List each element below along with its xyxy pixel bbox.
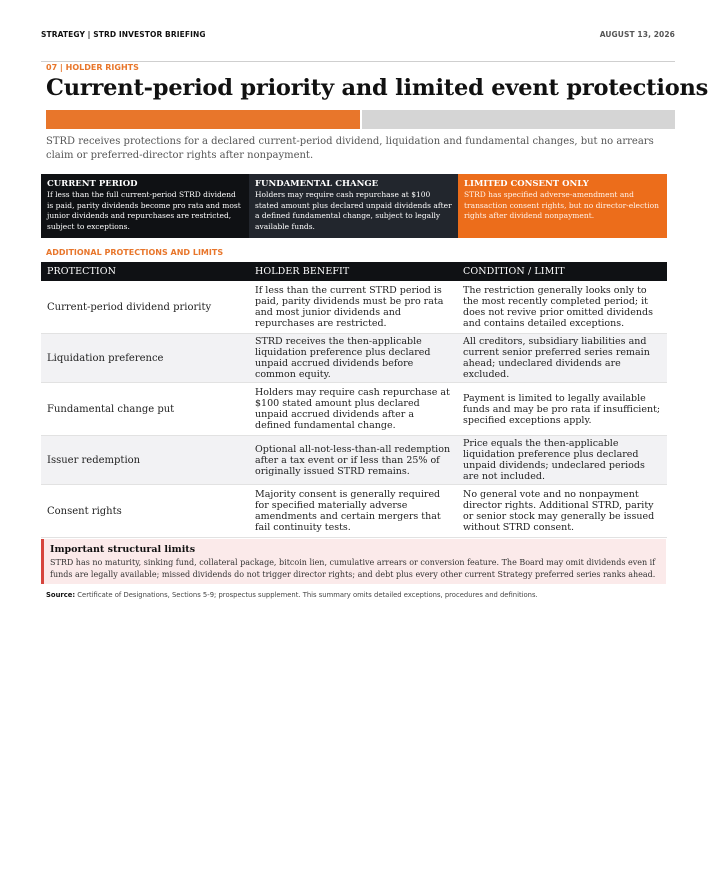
summary-cards bbox=[41, 174, 667, 238]
callout-body: STRD has no maturity, sinking fund, collateral package, bitcoin lien, cumulative arrears or conversion feature. The Board may omit dividends even if funds are legally available; missed dividends do not trigger director rights; and debt plus every other current Strategy preferred series ranks ahead. bbox=[50, 558, 656, 579]
card-current-period bbox=[41, 174, 249, 238]
structural-limits-callout bbox=[41, 539, 666, 584]
source-label: Source: bbox=[46, 591, 76, 599]
cell-protection: Fundamental change put bbox=[41, 383, 249, 436]
header-date: AUGUST 13, 2026 bbox=[599, 30, 675, 39]
section-label: 07 | HOLDER RIGHTS bbox=[46, 63, 139, 72]
card-limited-consent bbox=[458, 174, 667, 238]
page-title: Current-period priority and limited event protections bbox=[46, 75, 709, 101]
table-row bbox=[41, 436, 667, 485]
card-heading: FUNDAMENTAL CHANGE bbox=[255, 179, 379, 189]
cell-condition: All creditors, subsidiary liabilities and current senior preferred series remain ahead; undeclared dividends are excluded. bbox=[457, 334, 667, 383]
cell-condition: Payment is limited to legally available funds and may be pro rata if insufficient; specified exceptions apply. bbox=[457, 383, 667, 436]
card-body: STRD has specified adverse-amendment and transaction consent rights, but no director-election rights after dividend nonpayment. bbox=[464, 190, 659, 220]
card-heading: LIMITED CONSENT ONLY bbox=[464, 179, 589, 189]
table-header-row bbox=[41, 262, 667, 281]
cell-protection: Consent rights bbox=[41, 485, 249, 538]
cell-condition: Price equals the then-applicable liquidation preference plus declared unpaid dividends; undeclared periods are not included. bbox=[457, 436, 667, 485]
accent-bar bbox=[46, 110, 675, 129]
protections-table bbox=[41, 262, 667, 538]
table-row bbox=[41, 485, 667, 538]
cell-benefit: Majority consent is generally required for specified materially adverse amendments and certain mergers that fail continuity tests. bbox=[249, 485, 457, 538]
header-bar bbox=[41, 30, 675, 44]
cell-protection: Liquidation preference bbox=[41, 334, 249, 383]
callout-heading: Important structural limits bbox=[50, 544, 196, 555]
card-heading: CURRENT PERIOD bbox=[47, 179, 138, 189]
cell-condition: No general vote and no nonpayment director rights. Additional STRD, parity or senior stock may generally be issued without STRD consent. bbox=[457, 485, 667, 538]
cell-protection: Issuer redemption bbox=[41, 436, 249, 485]
accent-bar-gray bbox=[362, 110, 675, 129]
card-fundamental-change bbox=[249, 174, 458, 238]
column-header-protection: PROTECTION bbox=[41, 262, 249, 281]
cell-protection: Current-period dividend priority bbox=[41, 281, 249, 334]
column-header-benefit: HOLDER BENEFIT bbox=[249, 262, 457, 281]
cell-condition: The restriction generally looks only to the most recently completed period; it does not revive prior omitted dividends and contains detailed exceptions. bbox=[457, 281, 667, 334]
table-section-label: ADDITIONAL PROTECTIONS AND LIMITS bbox=[46, 248, 224, 257]
cell-benefit: If less than the current STRD period is paid, parity dividends must be pro rata and most junior dividends and repurchases are restricted. bbox=[249, 281, 457, 334]
accent-bar-orange bbox=[46, 110, 360, 129]
table-row bbox=[41, 281, 667, 334]
cell-benefit: STRD receives the then-applicable liquidation preference plus declared unpaid accrued dividends before common equity. bbox=[249, 334, 457, 383]
intro-text: STRD receives protections for a declared current-period dividend, liquidation and fundamental changes, but no arrears claim or preferred-director rights after nonpayment. bbox=[46, 136, 654, 161]
table-row bbox=[41, 383, 667, 436]
source-note bbox=[46, 591, 671, 599]
header-divider bbox=[41, 61, 675, 62]
header-title: STRATEGY | STRD INVESTOR BRIEFING bbox=[41, 30, 206, 39]
column-header-condition: CONDITION / LIMIT bbox=[457, 262, 667, 281]
table-row bbox=[41, 334, 667, 383]
source-text: Certificate of Designations, Sections 5-9; prospectus supplement. This summary omits detailed exceptions, procedures and definitions. bbox=[75, 591, 538, 599]
cell-benefit: Holders may require cash repurchase at $100 stated amount plus declared unpaid accrued dividends after a defined fundamental change. bbox=[249, 383, 457, 436]
card-body: If less than the full current-period STRD dividend is paid, parity dividends become pro rata and most junior dividends and repurchases are restricted, subject to exceptions. bbox=[47, 190, 241, 231]
cell-benefit: Optional all-not-less-than-all redemption after a tax event or if less than 25% of originally issued STRD remains. bbox=[249, 436, 457, 485]
card-body: Holders may require cash repurchase at $100 stated amount plus declared unpaid dividends after a defined fundamental change, subject to legally available funds. bbox=[255, 190, 452, 231]
